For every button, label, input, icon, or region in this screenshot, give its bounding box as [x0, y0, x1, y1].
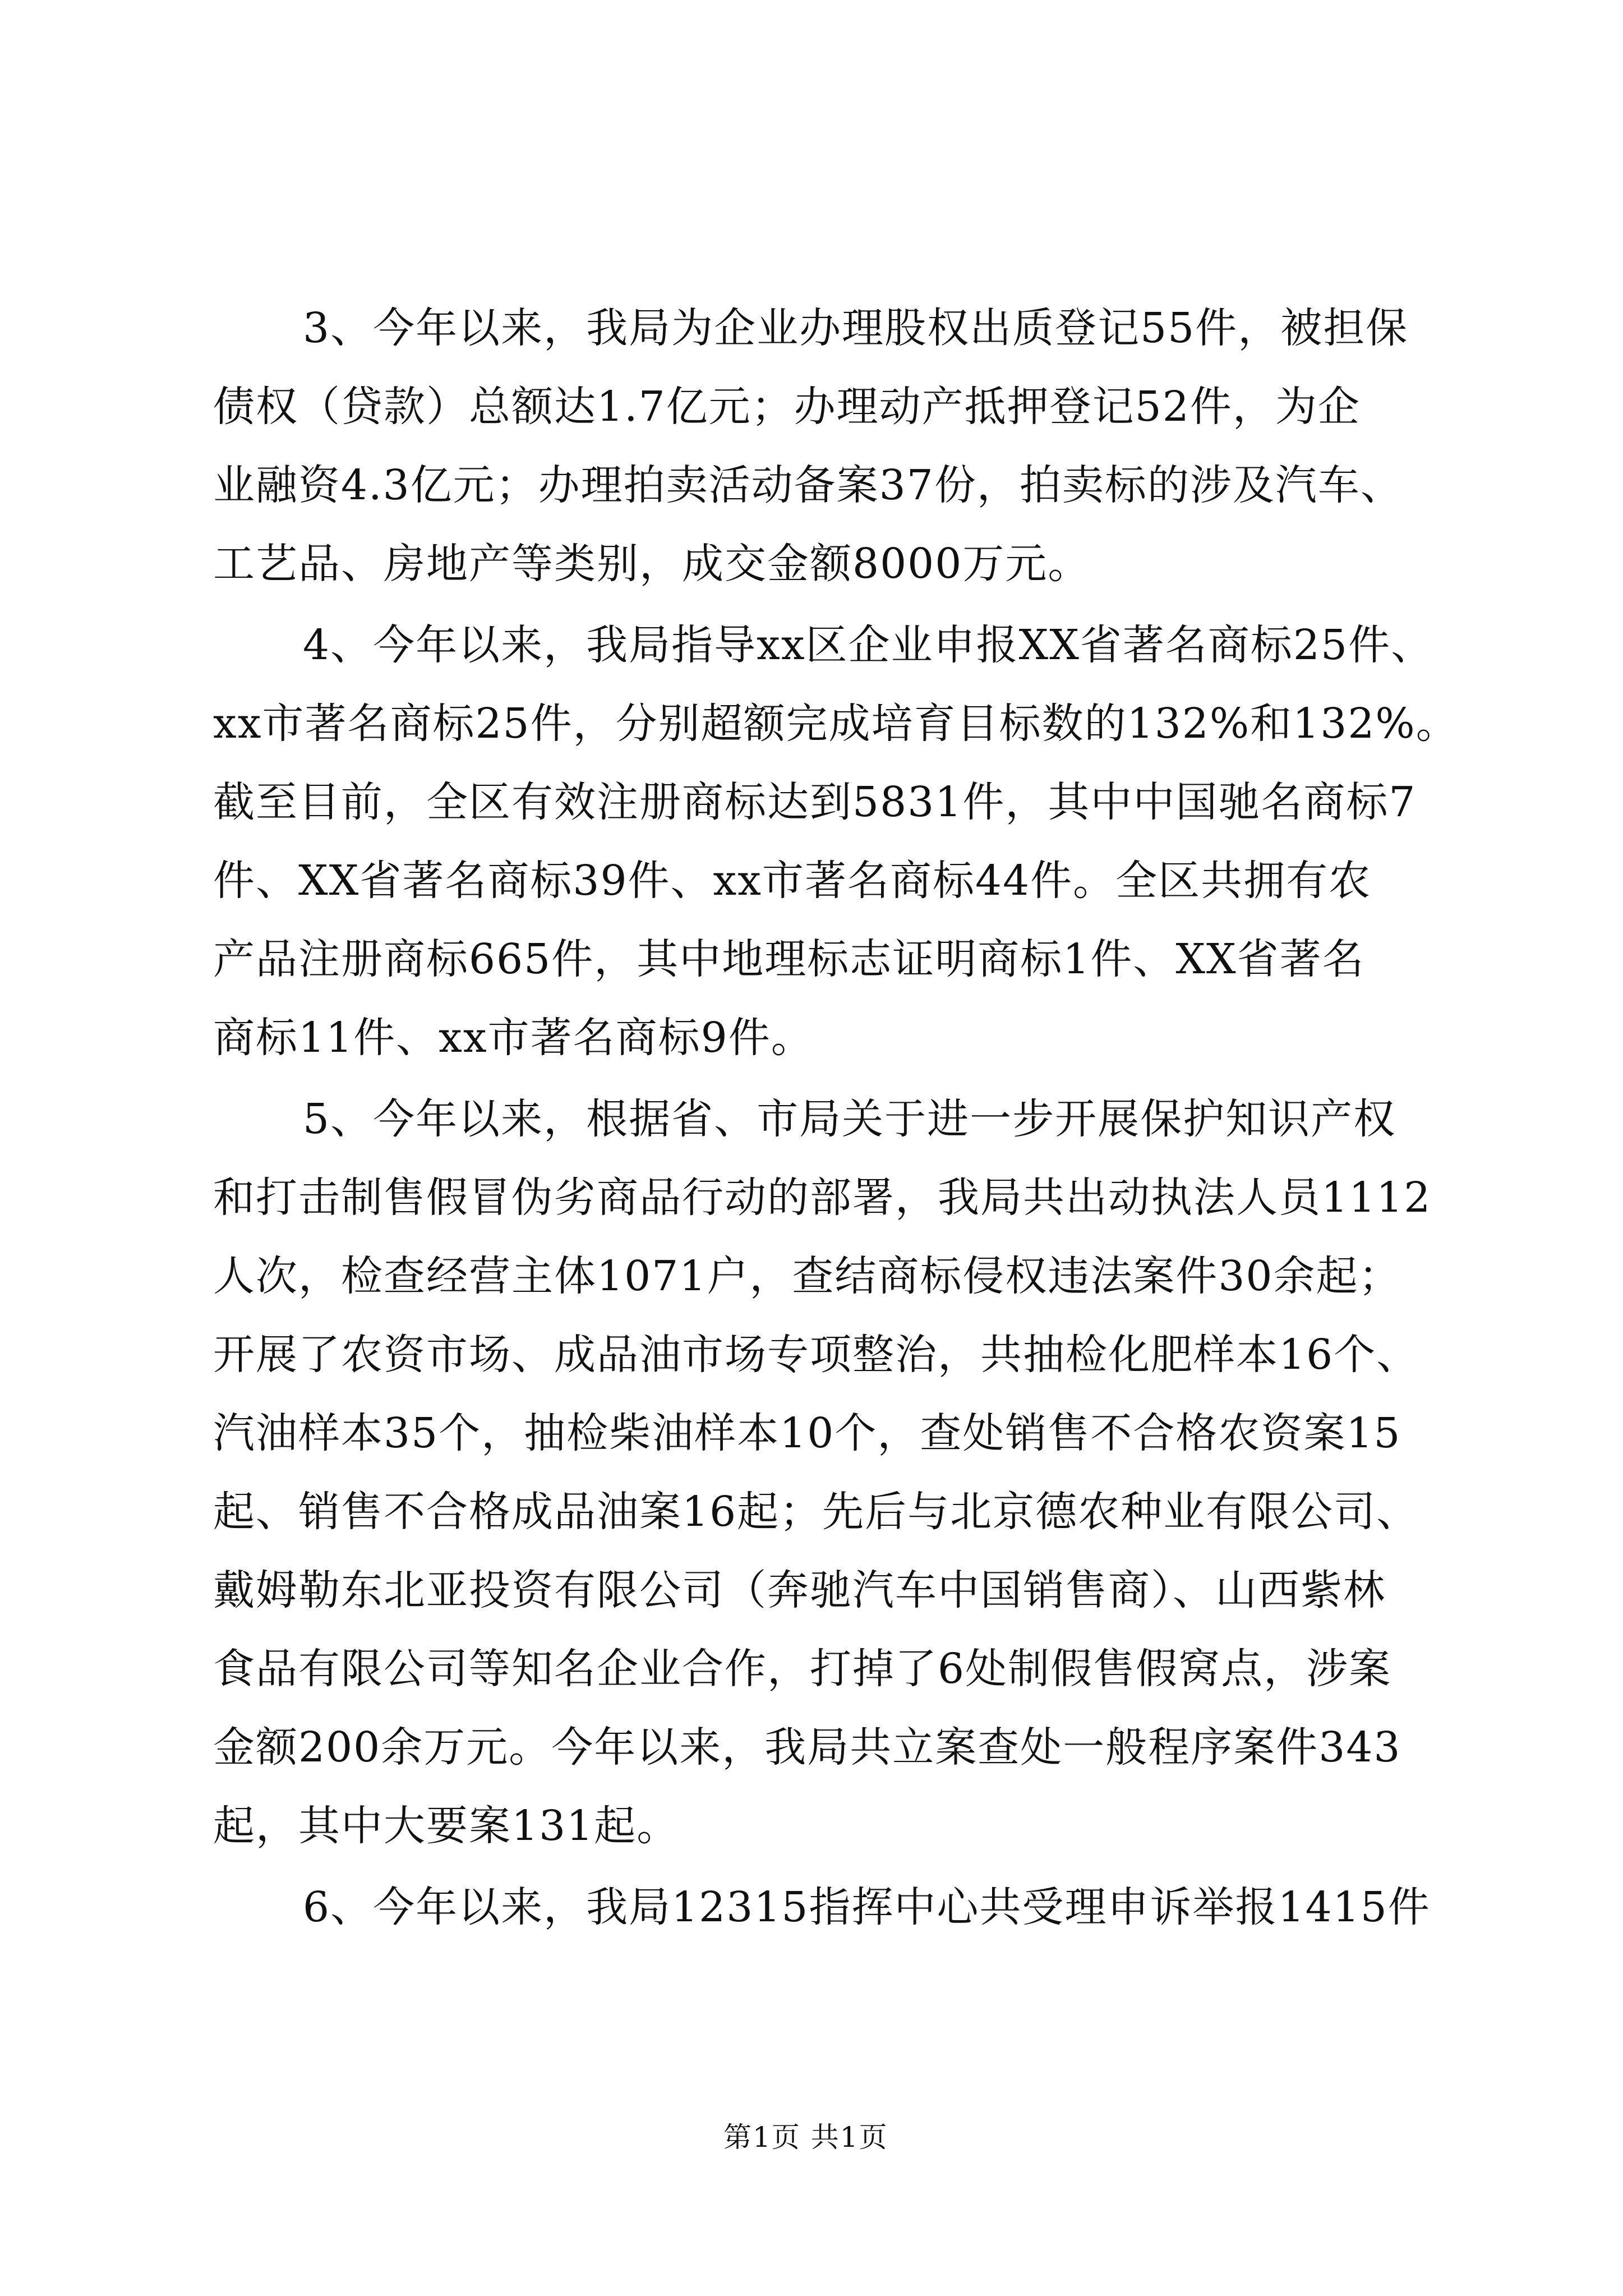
- line-text: 工艺品、房地产等类别，成交金额8000万元。: [213, 540, 1091, 588]
- text-line: [0, 1475, 1623, 1548]
- line-text: 商标11件、xx市著名商标9件。: [213, 1014, 814, 1062]
- line-text: xx市著名商标25件，分别超额完成培育目标数的132%和132%。: [213, 700, 1459, 748]
- line-text: 3、今年以来，我局为企业办理股权出质登记55件，被担保: [303, 304, 1409, 352]
- line-text: 6、今年以来，我局12315指挥中心共受理申诉举报1415件: [303, 1883, 1431, 1931]
- text-line: [0, 1318, 1623, 1391]
- line-text: 债权（贷款）总额达1.7亿元；办理动产抵押登记52件，为企: [213, 383, 1361, 431]
- text-line: [0, 609, 1623, 682]
- text-line: [0, 292, 1623, 365]
- line-text: 人次，检查经营主体1071户，查结商标侵权违法案件30余起；: [213, 1252, 1401, 1300]
- text-line: [0, 1001, 1623, 1074]
- text-line: [0, 1711, 1623, 1784]
- text-line: [0, 1871, 1623, 1944]
- line-text: 金额200余万元。今年以来，我局共立案查处一般程序案件343: [213, 1723, 1401, 1772]
- line-text: 件、XX省著名商标39件、xx市著名商标44件。全区共拥有农: [213, 857, 1372, 905]
- line-text: 开展了农资市场、成品油市场专项整治，共抽检化肥样本16个、: [213, 1331, 1419, 1379]
- text-line: [0, 1161, 1623, 1234]
- page-number: 第1页 共1页: [723, 2121, 888, 2154]
- line-text: 4、今年以来，我局指导xx区企业申报XX省著名商标25件、: [303, 621, 1434, 669]
- line-text: 截至目前，全区有效注册商标达到5831件，其中中国驰名商标7: [213, 778, 1417, 826]
- text-line: [0, 844, 1623, 917]
- text-line: [0, 687, 1623, 760]
- line-text: 业融资4.3亿元；办理拍卖活动备案37份，拍卖标的涉及汽车、: [213, 461, 1403, 509]
- line-text: 起，其中大要案131起。: [213, 1802, 680, 1850]
- text-line: [0, 1240, 1623, 1313]
- text-line: [0, 1397, 1623, 1470]
- text-line: [0, 923, 1623, 996]
- line-text: 5、今年以来，根据省、市局关于进一步开展保护知识产权: [303, 1095, 1396, 1143]
- text-line: [0, 1632, 1623, 1705]
- text-line: [0, 766, 1623, 839]
- line-text: 起、销售不合格成品油案16起；先后与北京德农种业有限公司、: [213, 1488, 1419, 1536]
- line-text: 汽油样本35个，抽检柴油样本10个，查处销售不合格农资案15: [213, 1409, 1401, 1457]
- text-line: [0, 449, 1623, 522]
- line-text: 产品注册商标665件，其中地理标志证明商标1件、XX省著名: [213, 935, 1365, 983]
- line-text: 和打击制售假冒伪劣商品行动的部署，我局共出动执法人员1112: [213, 1174, 1432, 1222]
- text-line: [0, 1554, 1623, 1627]
- text-line: [0, 527, 1623, 600]
- page-footer: [0, 2115, 1623, 2160]
- line-text: 食品有限公司等知名企业合作，打掉了6处制假售假窝点，涉案: [213, 1645, 1392, 1693]
- text-line: [0, 1789, 1623, 1862]
- text-line: [0, 370, 1623, 443]
- text-line: [0, 1083, 1623, 1156]
- line-text: 戴姆勒东北亚投资有限公司（奔驰汽车中国销售商）、山西紫林: [213, 1566, 1386, 1614]
